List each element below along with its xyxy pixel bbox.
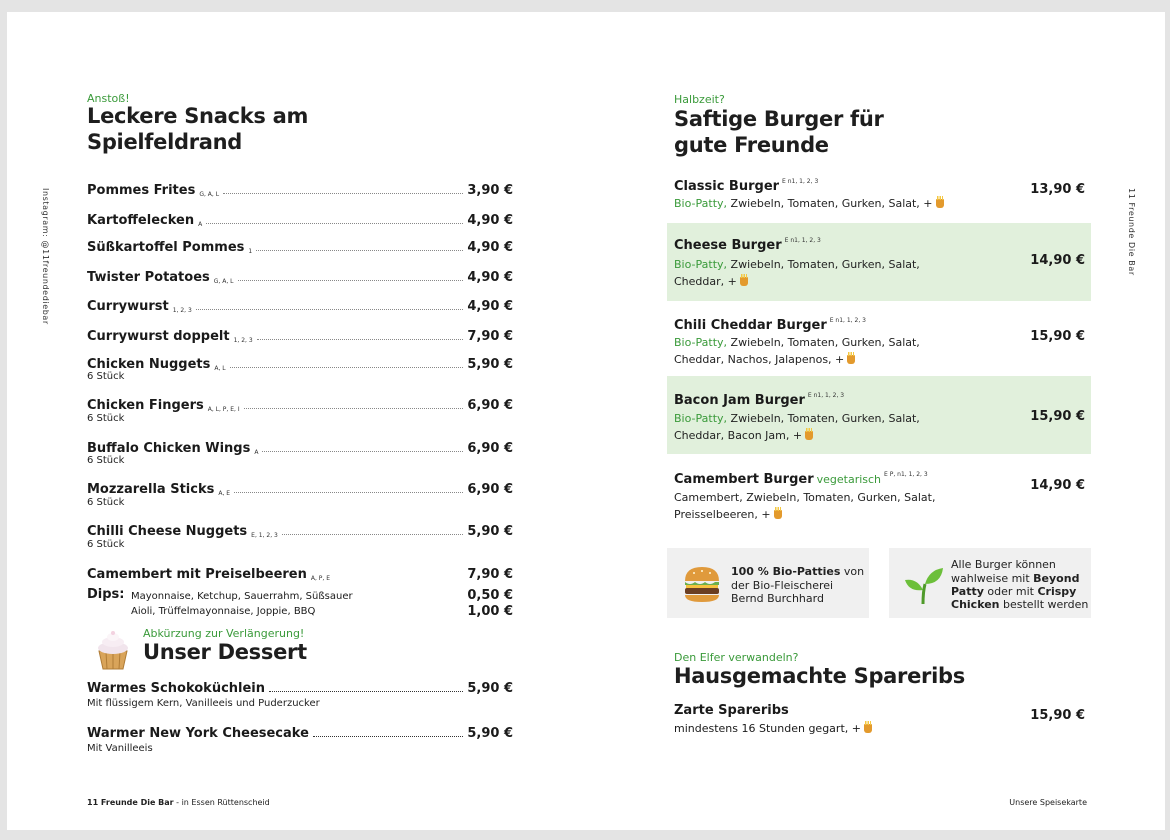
sprout-icon [903, 564, 945, 606]
burger-icon [682, 564, 722, 604]
spareribs-desc: mindestens 16 Stunden gegart, + [674, 722, 872, 735]
burger-item: Camembert Burger vegetarisch $^{E P, n1, 1, 2, 3}$ Camembert, Zwiebeln, Tomaten, Gurken, Salat, Preisselbeeren, + 14,90 € [674, 471, 1085, 521]
menu-item: Camembert mit Preiselbeeren $_{A, P, E}$ 7,90 € [87, 567, 513, 582]
spareribs-price: 15,90 € [1030, 708, 1085, 723]
fries-icon [847, 355, 855, 364]
menu-item: Warmer New York Cheesecake 5,90 € [87, 726, 513, 741]
fries-icon [774, 510, 782, 519]
item-note: Mit flüssigem Kern, Vanilleeis und Puderzucker [87, 698, 320, 709]
item-note: 6 Stück [87, 497, 125, 508]
bio-patty-box: 100 % Bio-Patties von der Bio-Fleischerei Bernd Burchhard [667, 548, 869, 618]
menu-item: Süßkartoffel Pommes $_1$ 4,90 € [87, 240, 513, 255]
vegan-option-box: Alle Burger können wahlweise mit Beyond Patty oder mit Crispy Chicken bestellt werden [889, 548, 1091, 618]
fries-icon [805, 431, 813, 440]
fries-icon [740, 277, 748, 286]
dessert-kicker: Abkürzung zur Verlängerung! [143, 627, 305, 640]
item-note: Mit Vanilleeis [87, 743, 153, 754]
menu-item: Currywurst $_{1, 2, 3}$ 4,90 € [87, 299, 513, 314]
spareribs-kicker: Den Elfer verwandeln? [674, 651, 799, 664]
menu-item: Warmes Schokoküchlein 5,90 € [87, 681, 513, 696]
item-note: 6 Stück [87, 539, 125, 550]
menu-item: Twister Potatoes $_{G, A, L}$ 4,90 € [87, 270, 513, 285]
menu-page [7, 12, 1165, 830]
cupcake-icon [94, 629, 132, 671]
snacks-title: Leckere Snacks am Spielfeldrand [87, 104, 309, 154]
spareribs-title: Hausgemachte Spareribs [674, 664, 965, 688]
menu-item: Chilli Cheese Nuggets $_{E, 1, 2, 3}$ 5,90 € [87, 524, 513, 539]
snacks-kicker: Anstoß! [87, 92, 130, 105]
instagram-handle: Instagram: @11freundediebar [41, 188, 50, 325]
menu-item: Currywurst doppelt $_{1, 2, 3}$ 7,90 € [87, 329, 513, 344]
burgers-title: Saftige Burger für gute Freunde [674, 107, 884, 157]
menu-item: Chicken Fingers $_{A, L, P, E, I}$ 6,90 € [87, 398, 513, 413]
footer-left: 11 Freunde Die Bar - in Essen Rüttenscheid [87, 798, 270, 807]
dips-label: Dips: [87, 587, 125, 602]
side-brand: 11 Freunde Die Bar [1127, 188, 1136, 276]
menu-item: Pommes Frites $_{G, A, L}$ 3,90 € [87, 183, 513, 198]
burgers-kicker: Halbzeit? [674, 93, 725, 106]
menu-item: Kartoffelecken $_A$ 4,90 € [87, 213, 513, 228]
burger-item: Chili Cheddar Burger $^{E n1, 1, 2, 3}$ Bio-Patty, Zwiebeln, Tomaten, Gurken, Salat, Cheddar, Nachos, Jalapenos, + 15,90 € [674, 317, 1085, 366]
item-note: 6 Stück [87, 455, 125, 466]
spareribs-name: Zarte Spareribs [674, 703, 789, 718]
footer-right: Unsere Speisekarte [1009, 798, 1087, 807]
dessert-title: Unser Dessert [143, 640, 307, 664]
menu-item: Chicken Nuggets $_{A, L}$ 5,90 € [87, 357, 513, 372]
dips-price-1: 0,50 € [467, 588, 513, 603]
dips-line-1: Mayonnaise, Ketchup, Sauerrahm, Süßsauer [131, 591, 353, 602]
burger-item: Classic Burger $^{E n1, 1, 2, 3}$ Bio-Patty, Zwiebeln, Tomaten, Gurken, Salat, + 13,90 € [674, 178, 1085, 210]
dips-price-2: 1,00 € [467, 604, 513, 619]
item-note: 6 Stück [87, 371, 125, 382]
fries-icon [864, 724, 872, 733]
burger-item: Bacon Jam Burger $^{E n1, 1, 2, 3}$ Bio-Patty, Zwiebeln, Tomaten, Gurken, Salat, Cheddar, Bacon Jam, + 15,90 € [667, 376, 1091, 454]
burger-item: Cheese Burger $^{E n1, 1, 2, 3}$ Bio-Patty, Zwiebeln, Tomaten, Gurken, Salat, Cheddar, + 14,90 € [667, 223, 1091, 301]
menu-item: Buffalo Chicken Wings $_A$ 6,90 € [87, 441, 513, 456]
dips-line-2: Aioli, Trüffelmayonnaise, Joppie, BBQ [131, 606, 316, 617]
item-note: 6 Stück [87, 413, 125, 424]
menu-item: Mozzarella Sticks $_{A, E}$ 6,90 € [87, 482, 513, 497]
fries-icon [936, 199, 944, 208]
